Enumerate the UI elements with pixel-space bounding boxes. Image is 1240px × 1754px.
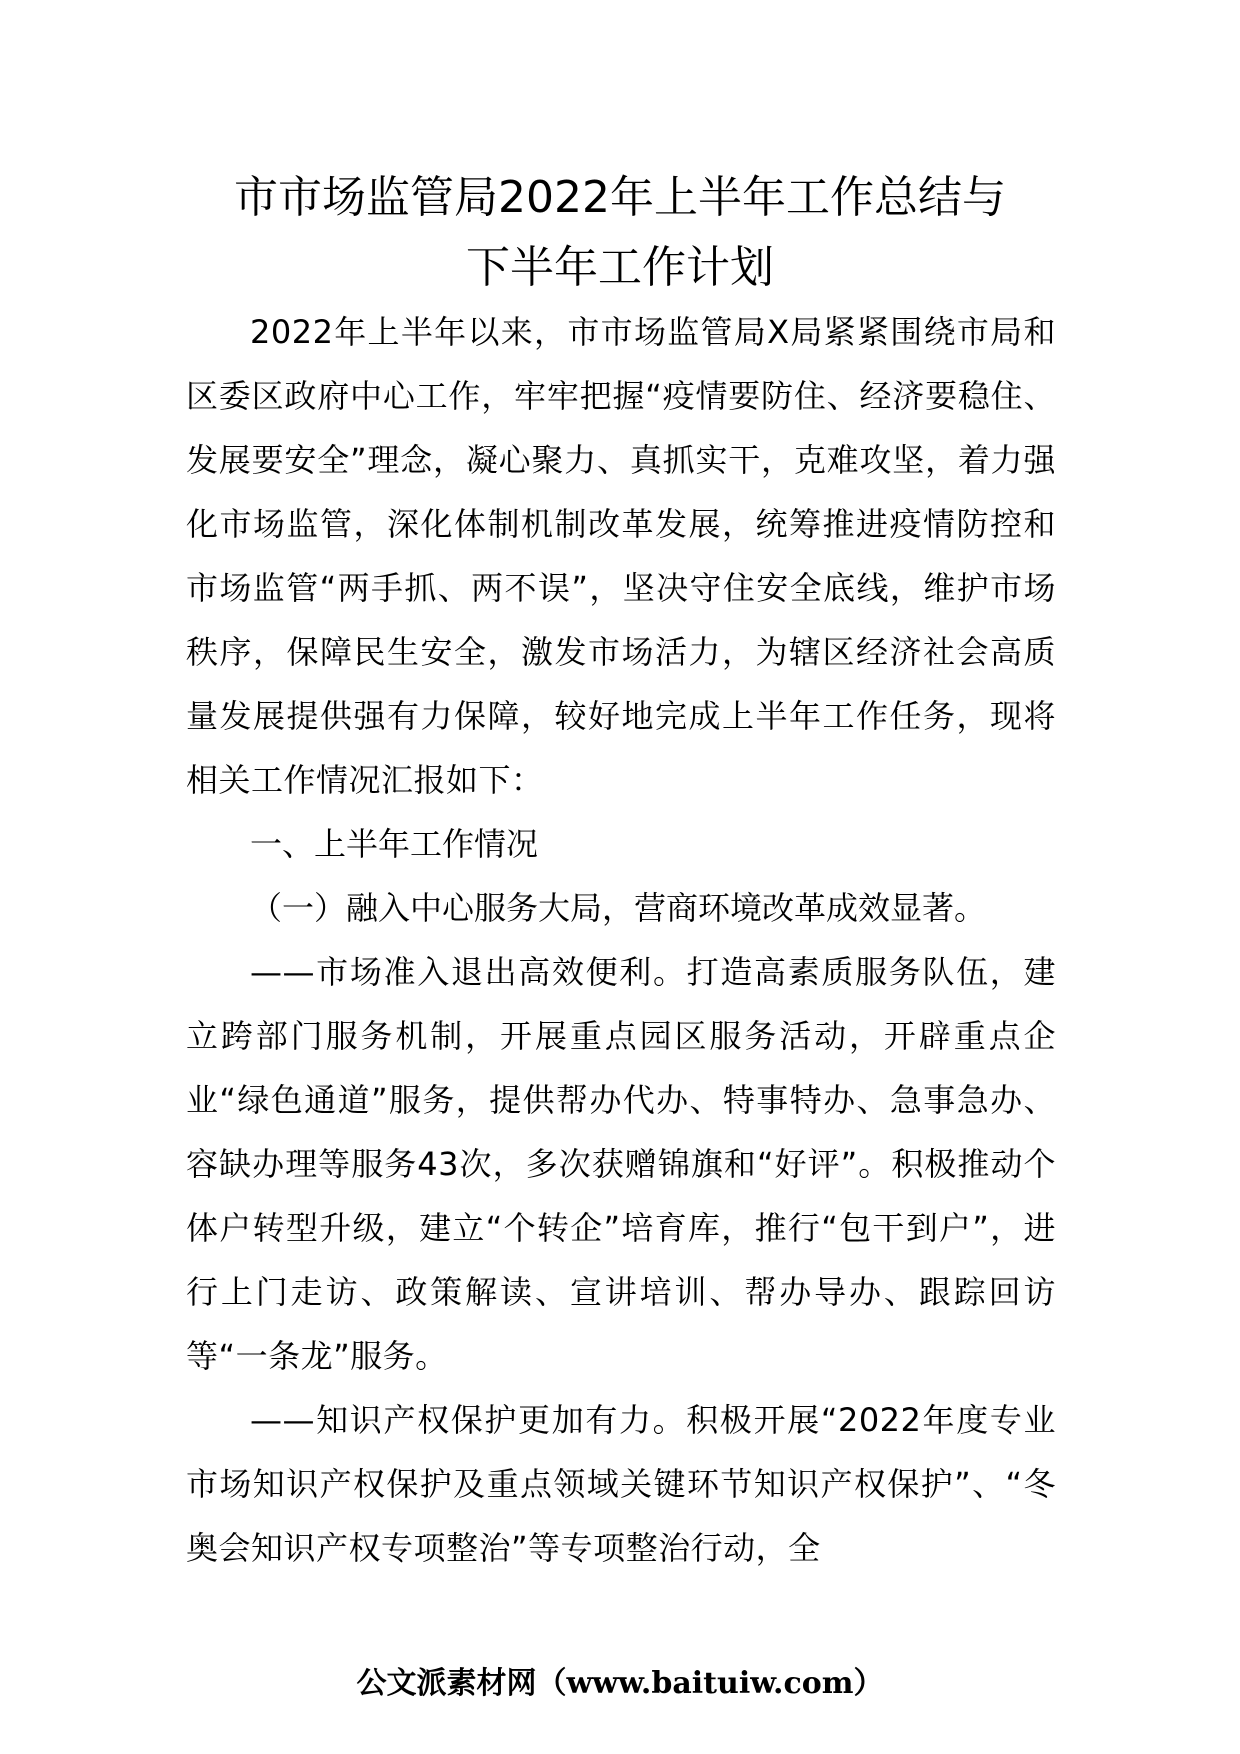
- document-title-line-1: 市市场监管局2022年上半年工作总结与: [234, 172, 1006, 223]
- ip-protection-paragraph: ——知识产权保护更加有力。积极开展“2022年度专业市场知识产权保护及重点领域关键环节知识产权保护”、“冬奥会知识产权专项整治”等专项整治行动，全: [186, 1401, 1056, 1567]
- document-body: [186, 300, 1056, 1580]
- market-access-paragraph: ——市场准入退出高效便利。打造高素质服务队伍，建立跨部门服务机制，开展重点园区服务活动，开辟重点企业“绿色通道”服务，提供帮办代办、特事特办、急事急办、容缺办理等服务43次，多次获赠锦旗和“好评”。积极推动个体户转型升级，建立“个转企”培育库，推行“包干到户”，进行上门走访、政策解读、宣讲培训、帮办导办、跟踪回访等“一条龙”服务。: [186, 953, 1056, 1375]
- footer-watermark: 公文派素材网（www.baituiw.com）: [356, 1666, 884, 1701]
- intro-paragraph: 2022年上半年以来，市市场监管局X局紧紧围绕市局和区委区政府中心工作，牢牢把握“疫情要防住、经济要稳住、发展要安全”理念，凝心聚力、真抓实干，克难攻坚，着力强化市场监管，深化体制机制改革发展，统筹推进疫情防控和市场监管“两手抓、两不误”，坚决守住安全底线，维护市场秩序，保障民生安全，激发市场活力，为辖区经济社会高质量发展提供强有力保障，较好地完成上半年工作任务，现将相关工作情况汇报如下：: [186, 313, 1056, 799]
- document-title-line-2: 下半年工作计划: [466, 242, 774, 293]
- subsection-heading: （一）融入中心服务大局，营商环境改革成效显著。: [250, 889, 987, 927]
- section-heading: 一、上半年工作情况: [250, 825, 539, 863]
